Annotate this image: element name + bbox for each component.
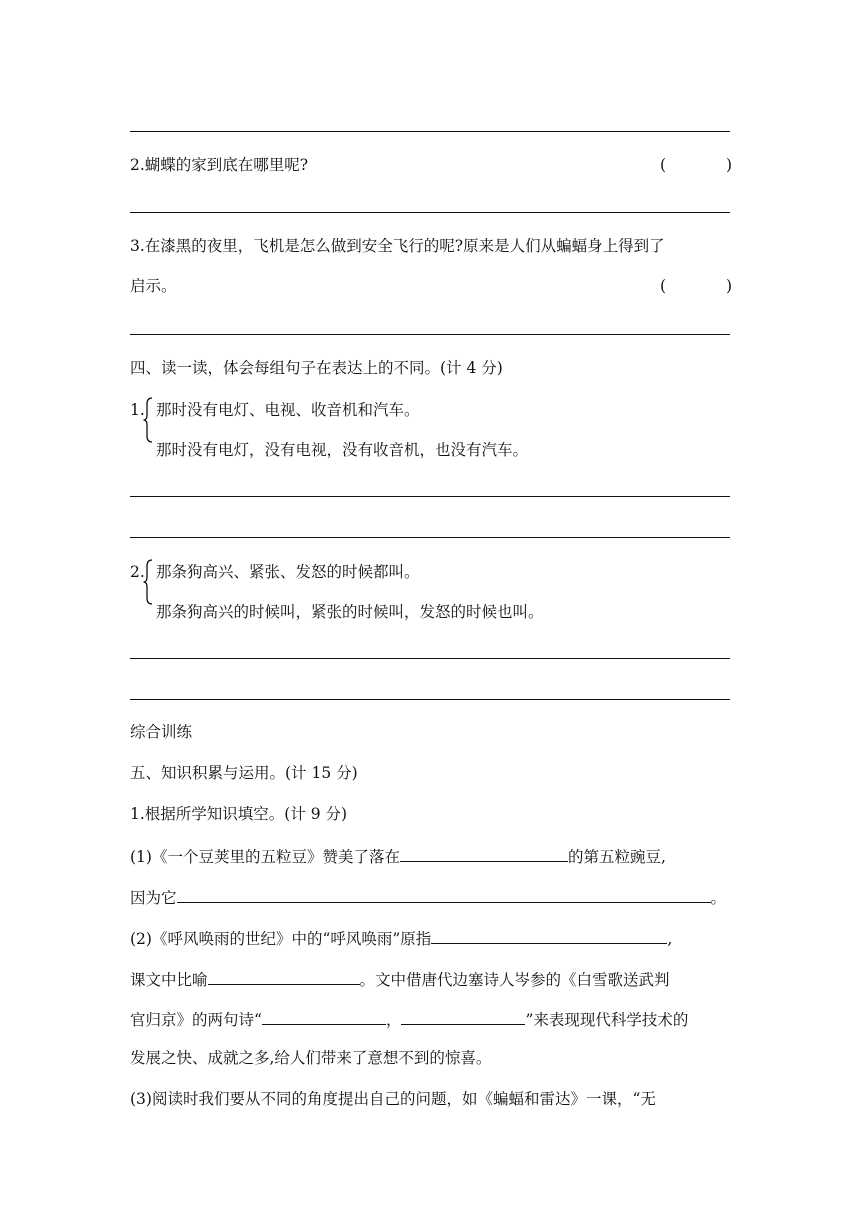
answer-line xyxy=(130,212,730,213)
question-heading: 1.根据所学知识填空。(计 9 分) xyxy=(130,805,348,823)
fill-line: (2)《呼风唤雨的世纪》中的“呼风唤雨”原指 , xyxy=(130,927,672,949)
answer-line xyxy=(130,658,730,659)
sentence: 那时没有电灯、电视、收音机和汽车。 xyxy=(156,401,420,419)
fill-blank[interactable] xyxy=(401,1008,525,1025)
fill-blank[interactable] xyxy=(208,968,360,985)
answer-line xyxy=(130,131,730,132)
fill-line: 官归京》的两句诗“ ， ”来表现现代科学技术的 xyxy=(130,1008,688,1030)
answer-line xyxy=(130,334,730,335)
left-brace-icon xyxy=(143,559,153,605)
answer-line xyxy=(130,496,730,497)
section-heading: 五、知识积累与运用。(计 15 分) xyxy=(130,764,358,782)
answer-line xyxy=(130,537,730,538)
question-text: 启示。 xyxy=(130,277,177,295)
question-text: 3.在漆黑的夜里，飞机是怎么做到安全飞行的呢?原来是人们从蝙蝠身上得到了 xyxy=(130,237,665,255)
fill-blank[interactable] xyxy=(262,1008,386,1025)
fill-line: (1)《一个豆荚里的五粒豆》赞美了落在 的第五粒豌豆, xyxy=(130,845,666,867)
group-number: 1. xyxy=(130,401,145,419)
fill-blank[interactable] xyxy=(431,927,667,944)
left-brace-icon xyxy=(143,397,153,443)
fill-line: 因为它 。 xyxy=(130,886,726,908)
sentence: 那时没有电灯，没有电视，没有收音机，也没有汽车。 xyxy=(156,441,529,459)
answer-line xyxy=(130,699,730,700)
fill-blank[interactable] xyxy=(177,886,711,903)
group-number: 2. xyxy=(130,563,145,581)
sentence: 那条狗高兴、紧张、发怒的时候都叫。 xyxy=(156,563,420,581)
question-text: 2.蝴蝶的家到底在哪里呢? xyxy=(130,156,309,174)
sentence: 那条狗高兴的时候叫，紧张的时候叫，发怒的时候也叫。 xyxy=(156,603,544,621)
section-heading: 四、读一读，体会每组句子在表达上的不同。(计 4 分) xyxy=(130,359,503,377)
question-text: (3)阅读时我们要从不同的角度提出自己的问题，如《蝙蝠和雷达》一课，“无 xyxy=(130,1090,656,1108)
fill-blank[interactable] xyxy=(400,845,568,862)
section-title: 综合训练 xyxy=(130,723,193,741)
question-text: 发展之快、成就之多,给人们带来了意想不到的惊喜。 xyxy=(130,1049,492,1067)
fill-line: 课文中比喻 。文中借唐代边塞诗人岑参的《白雪歌送武判 xyxy=(130,968,670,990)
